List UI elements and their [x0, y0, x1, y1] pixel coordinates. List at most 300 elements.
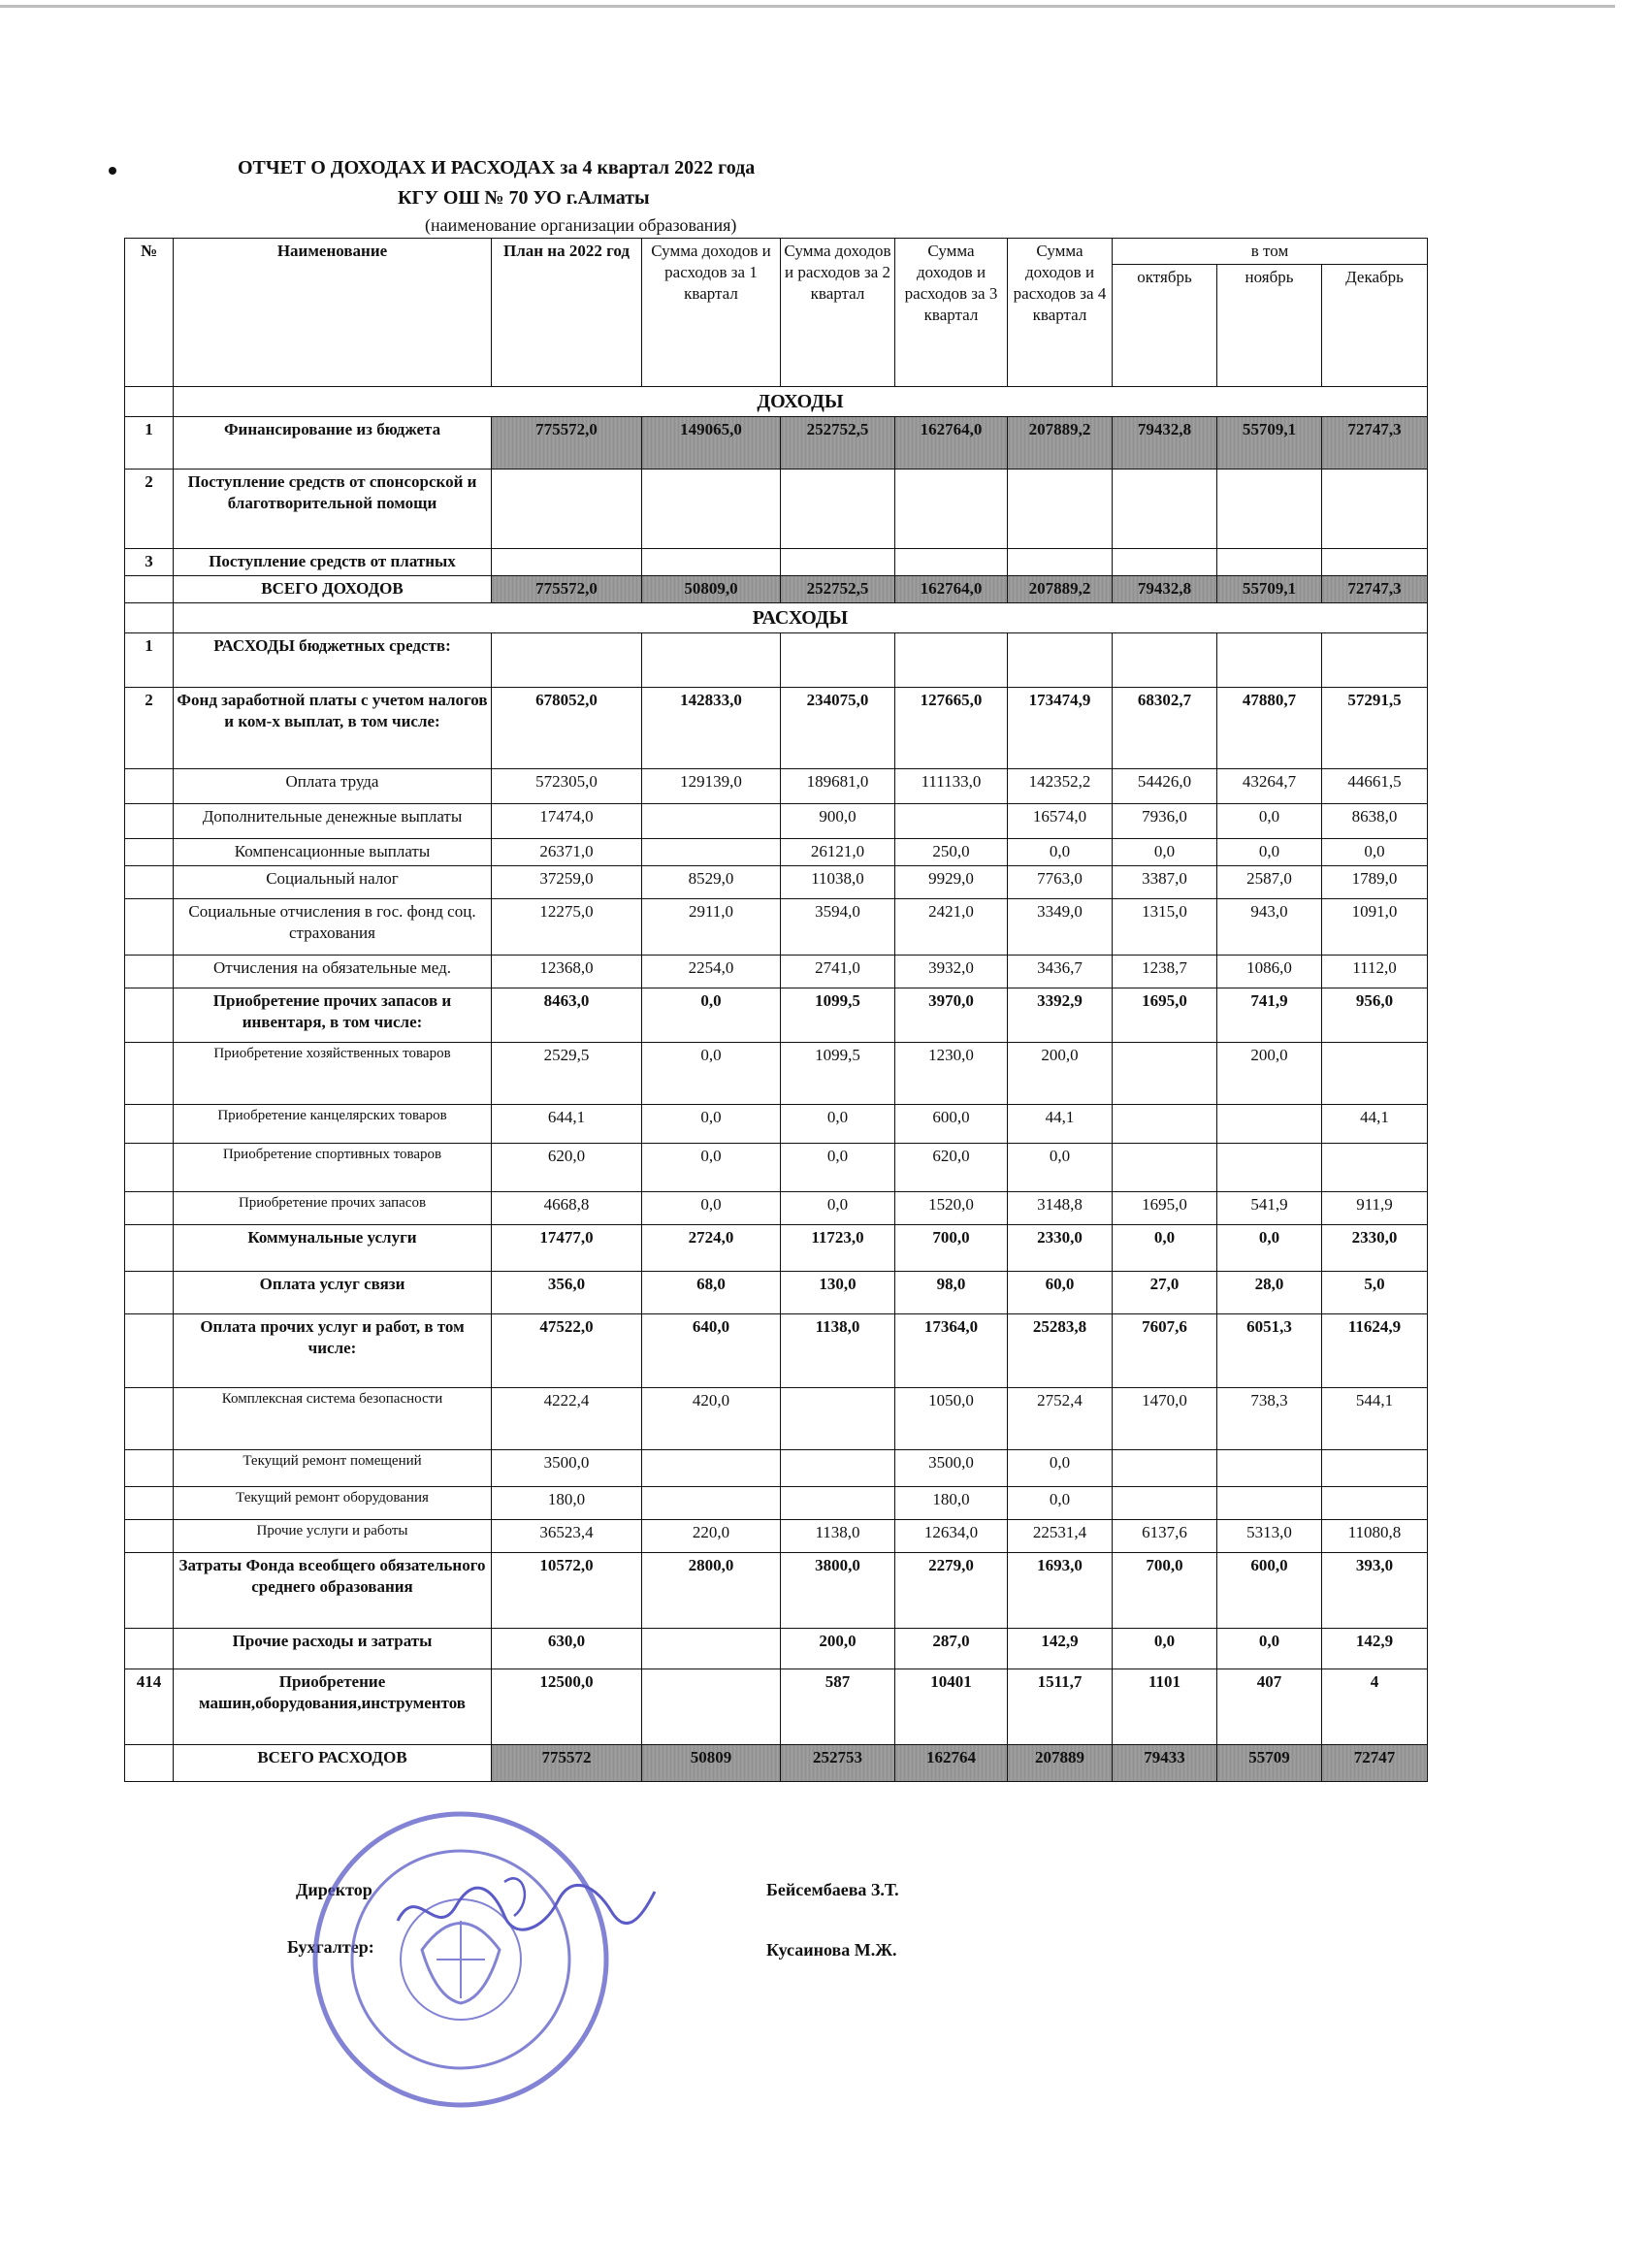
cell-m1 [1113, 1487, 1217, 1520]
cell-plan [492, 549, 642, 576]
cell-m2: 541,9 [1217, 1192, 1322, 1225]
table-row [125, 866, 1428, 899]
cell-no [125, 1192, 174, 1225]
cell-no [125, 1144, 174, 1192]
cell-m2: 738,3 [1217, 1388, 1322, 1450]
cell-m2: 600,0 [1217, 1553, 1322, 1629]
cell-q2: 3594,0 [781, 899, 895, 956]
cell-no [125, 956, 174, 988]
col-plan: План на 2022 год [492, 239, 642, 387]
cell-q3: 12634,0 [895, 1520, 1008, 1553]
cell-name: Приобретение хозяйственных товаров [174, 1043, 492, 1105]
col-month-november: ноябрь [1217, 265, 1322, 387]
table-row [125, 1553, 1428, 1629]
organization-name: КГУ ОШ № 70 УО г.Алматы [398, 187, 650, 209]
col-q4: Сумма доходов и расходов за 4 квартал [1008, 239, 1113, 387]
cell-m1 [1113, 633, 1217, 688]
cell-no [125, 1629, 174, 1669]
expense-rows [125, 633, 1428, 1782]
cell-plan: 4222,4 [492, 1388, 642, 1450]
cell-m1: 700,0 [1113, 1553, 1217, 1629]
cell-q4: 207889,2 [1008, 417, 1113, 470]
cell-name: Прочие расходы и затраты [174, 1629, 492, 1669]
cell-m3 [1322, 633, 1428, 688]
cell-q4: 173474,9 [1008, 688, 1113, 769]
cell-m1 [1113, 1105, 1217, 1144]
cell-q3: 162764 [895, 1745, 1008, 1782]
cell-q2: 1138,0 [781, 1314, 895, 1388]
cell-m1: 1238,7 [1113, 956, 1217, 988]
cell-name: РАСХОДЫ бюджетных средств: [174, 633, 492, 688]
cell-q2: 189681,0 [781, 769, 895, 804]
cell-q4: 25283,8 [1008, 1314, 1113, 1388]
cell-no: 2 [125, 470, 174, 549]
cell-q2: 252753 [781, 1745, 895, 1782]
cell-q1 [642, 549, 781, 576]
cell-no: 1 [125, 417, 174, 470]
official-stamp-icon [301, 1804, 621, 2115]
cell-q4: 207889,2 [1008, 576, 1113, 603]
cell-q1: 0,0 [642, 1144, 781, 1192]
cell-q1: 2800,0 [642, 1553, 781, 1629]
cell-q4: 207889 [1008, 1745, 1113, 1782]
cell-q4: 0,0 [1008, 839, 1113, 866]
cell-m3: 1789,0 [1322, 866, 1428, 899]
cell-q3: 162764,0 [895, 576, 1008, 603]
cell-name: Социальные отчисления в гос. фонд соц. страхования [174, 899, 492, 956]
cell-q2 [781, 1388, 895, 1450]
cell-name: Социальный налог [174, 866, 492, 899]
cell-m3: 72747,3 [1322, 576, 1428, 603]
cell-m2: 943,0 [1217, 899, 1322, 956]
accountant-label: Бухгалтер: [287, 1937, 374, 1957]
cell-q2: 0,0 [781, 1105, 895, 1144]
table-row [125, 804, 1428, 839]
cell-q1: 2724,0 [642, 1225, 781, 1272]
cell-m3 [1322, 1043, 1428, 1105]
cell-q2: 1138,0 [781, 1520, 895, 1553]
cell-q4: 142352,2 [1008, 769, 1113, 804]
cell-q4 [1008, 633, 1113, 688]
cell-q3: 127665,0 [895, 688, 1008, 769]
cell-m1: 1695,0 [1113, 988, 1217, 1043]
cell-no [125, 1553, 174, 1629]
cell-m1: 79432,8 [1113, 576, 1217, 603]
col-month-october: октябрь [1113, 265, 1217, 387]
cell-q3: 1520,0 [895, 1192, 1008, 1225]
cell-m1: 79432,8 [1113, 417, 1217, 470]
cell-plan: 572305,0 [492, 769, 642, 804]
cell-m1: 27,0 [1113, 1272, 1217, 1314]
cell-name: ВСЕГО РАСХОДОВ [174, 1745, 492, 1782]
cell-plan [492, 470, 642, 549]
cell-m2: 1086,0 [1217, 956, 1322, 988]
cell-m1 [1113, 1450, 1217, 1487]
cell-m2 [1217, 470, 1322, 549]
table-row [125, 1388, 1428, 1450]
cell-m1: 54426,0 [1113, 769, 1217, 804]
cell-plan: 8463,0 [492, 988, 642, 1043]
cell-m2: 55709,1 [1217, 576, 1322, 603]
table-row [125, 1487, 1428, 1520]
cell-q3: 3970,0 [895, 988, 1008, 1043]
table-row [125, 1669, 1428, 1745]
cell-name: Коммунальные услуги [174, 1225, 492, 1272]
director-name: Бейсембаева З.Т. [766, 1880, 899, 1899]
cell-plan: 37259,0 [492, 866, 642, 899]
cell-m3: 544,1 [1322, 1388, 1428, 1450]
cell-q1 [642, 1450, 781, 1487]
cell-q4: 22531,4 [1008, 1520, 1113, 1553]
cell-q1 [642, 804, 781, 839]
cell-q4: 60,0 [1008, 1272, 1113, 1314]
cell-m3 [1322, 549, 1428, 576]
cell-q4: 1511,7 [1008, 1669, 1113, 1745]
organization-caption: (наименование организации образования) [425, 215, 737, 235]
income-rows [125, 417, 1428, 603]
cell-plan: 10572,0 [492, 1553, 642, 1629]
cell-m2: 200,0 [1217, 1043, 1322, 1105]
cell-m3 [1322, 470, 1428, 549]
cell-m2 [1217, 1144, 1322, 1192]
cell-q3: 250,0 [895, 839, 1008, 866]
section-expenses: РАСХОДЫ [174, 603, 1428, 633]
cell-q1 [642, 1487, 781, 1520]
report-title: ОТЧЕТ О ДОХОДАХ И РАСХОДАХ за 4 квартал 2022 года [238, 157, 756, 178]
cell-q4: 3392,9 [1008, 988, 1113, 1043]
cell-no [125, 1314, 174, 1388]
cell-q2: 900,0 [781, 804, 895, 839]
cell-m3: 57291,5 [1322, 688, 1428, 769]
cell-m1: 7936,0 [1113, 804, 1217, 839]
cell-q3 [895, 804, 1008, 839]
cell-q3 [895, 549, 1008, 576]
cell-q4: 0,0 [1008, 1487, 1113, 1520]
cell-q1: 2254,0 [642, 956, 781, 988]
cell-plan: 36523,4 [492, 1520, 642, 1553]
cell-q3: 162764,0 [895, 417, 1008, 470]
cell-name: Фонд заработной платы с учетом налогов и ком-х выплат, в том числе: [174, 688, 492, 769]
cell-m3: 956,0 [1322, 988, 1428, 1043]
cell-q1 [642, 470, 781, 549]
cell-m3: 11080,8 [1322, 1520, 1428, 1553]
cell-q1: 129139,0 [642, 769, 781, 804]
table-row [125, 988, 1428, 1043]
cell-q3: 1230,0 [895, 1043, 1008, 1105]
cell-name: Приобретение прочих запасов [174, 1192, 492, 1225]
cell-no [125, 1225, 174, 1272]
cell-m3: 1091,0 [1322, 899, 1428, 956]
cell-m3: 72747 [1322, 1745, 1428, 1782]
accountant-name: Кусаинова М.Ж. [766, 1940, 897, 1960]
cell-q4: 200,0 [1008, 1043, 1113, 1105]
cell-m2 [1217, 1105, 1322, 1144]
cell-no [125, 1388, 174, 1450]
cell-m2: 2587,0 [1217, 866, 1322, 899]
cell-q4: 0,0 [1008, 1144, 1113, 1192]
cell-plan: 4668,8 [492, 1192, 642, 1225]
cell-q3: 3932,0 [895, 956, 1008, 988]
cell-name: Комплексная система безопасности [174, 1388, 492, 1450]
cell-name: Поступление средств от спонсорской и благотворительной помощи [174, 470, 492, 549]
col-month-december: Декабрь [1322, 265, 1428, 387]
cell-q2: 1099,5 [781, 988, 895, 1043]
cell-plan: 775572,0 [492, 417, 642, 470]
cell-plan: 12500,0 [492, 1669, 642, 1745]
cell-name: Поступление средств от платных [174, 549, 492, 576]
cell-plan: 17477,0 [492, 1225, 642, 1272]
cell-q3: 111133,0 [895, 769, 1008, 804]
table-row [125, 633, 1428, 688]
cell-q2 [781, 1450, 895, 1487]
cell-name: Приобретение машин,оборудования,инструментов [174, 1669, 492, 1745]
cell-name: Финансирование из бюджета [174, 417, 492, 470]
cell-m2: 6051,3 [1217, 1314, 1322, 1388]
cell-plan: 644,1 [492, 1105, 642, 1144]
cell-plan: 180,0 [492, 1487, 642, 1520]
cell-m1: 1315,0 [1113, 899, 1217, 956]
cell-q2 [781, 633, 895, 688]
table-row [125, 1105, 1428, 1144]
cell-q4: 0,0 [1008, 1450, 1113, 1487]
cell-m2: 741,9 [1217, 988, 1322, 1043]
cell-q1: 50809 [642, 1745, 781, 1782]
cell-name: Компенсационные выплаты [174, 839, 492, 866]
table-row [125, 1144, 1428, 1192]
cell-m2: 43264,7 [1217, 769, 1322, 804]
cell-q2: 0,0 [781, 1144, 895, 1192]
cell-plan: 17474,0 [492, 804, 642, 839]
cell-q4: 3349,0 [1008, 899, 1113, 956]
cell-q2: 0,0 [781, 1192, 895, 1225]
cell-m2: 0,0 [1217, 1225, 1322, 1272]
cell-q2: 234075,0 [781, 688, 895, 769]
cell-q1: 640,0 [642, 1314, 781, 1388]
cell-q1: 0,0 [642, 1192, 781, 1225]
cell-q1: 68,0 [642, 1272, 781, 1314]
table-row [125, 1043, 1428, 1105]
cell-m3: 5,0 [1322, 1272, 1428, 1314]
cell-q3: 17364,0 [895, 1314, 1008, 1388]
table-row [125, 1314, 1428, 1388]
cell-q3: 700,0 [895, 1225, 1008, 1272]
cell-q1: 0,0 [642, 1043, 781, 1105]
cell-name: Приобретение прочих запасов и инвентаря, в том числе: [174, 988, 492, 1043]
cell-m3: 72747,3 [1322, 417, 1428, 470]
cell-m2 [1217, 633, 1322, 688]
cell-q4: 142,9 [1008, 1629, 1113, 1669]
cell-no [125, 1105, 174, 1144]
cell-m2: 0,0 [1217, 804, 1322, 839]
table-row [125, 1192, 1428, 1225]
cell-m1: 0,0 [1113, 1225, 1217, 1272]
cell-m1: 68302,7 [1113, 688, 1217, 769]
cell-q2: 587 [781, 1669, 895, 1745]
cell-m1 [1113, 1043, 1217, 1105]
cell-m2: 5313,0 [1217, 1520, 1322, 1553]
bullet-mark [109, 167, 116, 175]
report-table [124, 238, 1428, 1782]
table-row [125, 576, 1428, 603]
cell-name: Дополнительные денежные выплаты [174, 804, 492, 839]
cell-no [125, 1272, 174, 1314]
cell-m3: 4 [1322, 1669, 1428, 1745]
cell-q4 [1008, 549, 1113, 576]
cell-q3: 2421,0 [895, 899, 1008, 956]
cell-m1 [1113, 549, 1217, 576]
cell-plan [492, 633, 642, 688]
cell-name: Затраты Фонда всеобщего обязательного среднего образования [174, 1553, 492, 1629]
cell-q1: 8529,0 [642, 866, 781, 899]
cell-m1: 1470,0 [1113, 1388, 1217, 1450]
cell-q3 [895, 470, 1008, 549]
cell-q4 [1008, 470, 1113, 549]
table-row [125, 1520, 1428, 1553]
cell-q2: 3800,0 [781, 1553, 895, 1629]
col-q1: Сумма доходов и расходов за 1 квартал [642, 239, 781, 387]
cell-q3: 10401 [895, 1669, 1008, 1745]
table-row [125, 417, 1428, 470]
table-row [125, 769, 1428, 804]
table-row [125, 470, 1428, 549]
cell-q1: 2911,0 [642, 899, 781, 956]
cell-plan: 12275,0 [492, 899, 642, 956]
cell-m2 [1217, 549, 1322, 576]
cell-q3: 98,0 [895, 1272, 1008, 1314]
cell-no [125, 1745, 174, 1782]
cell-m2: 407 [1217, 1669, 1322, 1745]
cell-no [125, 1450, 174, 1487]
cell-no: 3 [125, 549, 174, 576]
section-income: ДОХОДЫ [174, 387, 1428, 417]
cell-q1: 50809,0 [642, 576, 781, 603]
cell-q3: 600,0 [895, 1105, 1008, 1144]
cell-no [125, 866, 174, 899]
cell-no: 2 [125, 688, 174, 769]
cell-m2 [1217, 1487, 1322, 1520]
cell-q3: 9929,0 [895, 866, 1008, 899]
cell-q2: 252752,5 [781, 576, 895, 603]
cell-q2 [781, 1487, 895, 1520]
cell-m3: 2330,0 [1322, 1225, 1428, 1272]
cell-m1 [1113, 470, 1217, 549]
cell-no [125, 1043, 174, 1105]
cell-q4: 2330,0 [1008, 1225, 1113, 1272]
cell-m1: 1695,0 [1113, 1192, 1217, 1225]
cell-name: Отчисления на обязательные мед. [174, 956, 492, 988]
cell-q2 [781, 470, 895, 549]
cell-m3 [1322, 1144, 1428, 1192]
cell-m1: 1101 [1113, 1669, 1217, 1745]
cell-q2: 11723,0 [781, 1225, 895, 1272]
table-row [125, 1629, 1428, 1669]
cell-no [125, 769, 174, 804]
table-row [125, 956, 1428, 988]
cell-m3: 911,9 [1322, 1192, 1428, 1225]
cell-q3: 180,0 [895, 1487, 1008, 1520]
cell-plan: 620,0 [492, 1144, 642, 1192]
handwritten-signature-icon [388, 1863, 660, 1950]
cell-m2: 55709,1 [1217, 417, 1322, 470]
col-in-that: в том [1113, 239, 1428, 265]
cell-m1: 0,0 [1113, 839, 1217, 866]
cell-no [125, 1487, 174, 1520]
cell-m2: 55709 [1217, 1745, 1322, 1782]
scan-top-edge [0, 5, 1615, 8]
cell-q1 [642, 1629, 781, 1669]
cell-plan: 356,0 [492, 1272, 642, 1314]
cell-q3 [895, 633, 1008, 688]
cell-q2: 252752,5 [781, 417, 895, 470]
cell-q4: 1693,0 [1008, 1553, 1113, 1629]
cell-no [125, 839, 174, 866]
cell-m1: 0,0 [1113, 1629, 1217, 1669]
cell-q3: 2279,0 [895, 1553, 1008, 1629]
cell-plan: 12368,0 [492, 956, 642, 988]
cell-m2: 0,0 [1217, 1629, 1322, 1669]
cell-m3: 1112,0 [1322, 956, 1428, 988]
cell-q4: 2752,4 [1008, 1388, 1113, 1450]
cell-m1: 79433 [1113, 1745, 1217, 1782]
cell-no [125, 576, 174, 603]
cell-name: ВСЕГО ДОХОДОВ [174, 576, 492, 603]
cell-name: Приобретение канцелярских товаров [174, 1105, 492, 1144]
cell-m2: 28,0 [1217, 1272, 1322, 1314]
cell-q1: 220,0 [642, 1520, 781, 1553]
cell-q3: 287,0 [895, 1629, 1008, 1669]
cell-m1 [1113, 1144, 1217, 1192]
col-name: Наименование [174, 239, 492, 387]
cell-m3: 8638,0 [1322, 804, 1428, 839]
cell-plan: 678052,0 [492, 688, 642, 769]
cell-m2: 47880,7 [1217, 688, 1322, 769]
col-no: № [125, 239, 174, 387]
cell-name: Текущий ремонт помещений [174, 1450, 492, 1487]
cell-m3 [1322, 1450, 1428, 1487]
cell-q2: 130,0 [781, 1272, 895, 1314]
cell-q1: 0,0 [642, 1105, 781, 1144]
table-row [125, 688, 1428, 769]
cell-q2: 11038,0 [781, 866, 895, 899]
cell-m3 [1322, 1487, 1428, 1520]
cell-q4: 16574,0 [1008, 804, 1113, 839]
cell-plan: 26371,0 [492, 839, 642, 866]
cell-q1 [642, 839, 781, 866]
cell-q2: 2741,0 [781, 956, 895, 988]
cell-plan: 3500,0 [492, 1450, 642, 1487]
col-q2: Сумма доходов и расходов за 2 квартал [781, 239, 895, 387]
cell-plan: 47522,0 [492, 1314, 642, 1388]
cell-q1: 420,0 [642, 1388, 781, 1450]
cell-m2: 0,0 [1217, 839, 1322, 866]
cell-no [125, 899, 174, 956]
cell-q4: 3436,7 [1008, 956, 1113, 988]
cell-name: Оплата прочих услуг и работ, в том числе: [174, 1314, 492, 1388]
cell-q2: 200,0 [781, 1629, 895, 1669]
cell-m1: 3387,0 [1113, 866, 1217, 899]
cell-name: Оплата труда [174, 769, 492, 804]
cell-m2 [1217, 1450, 1322, 1487]
cell-m3: 44661,5 [1322, 769, 1428, 804]
table-row [125, 1272, 1428, 1314]
table-row [125, 549, 1428, 576]
cell-m3: 142,9 [1322, 1629, 1428, 1669]
cell-plan: 630,0 [492, 1629, 642, 1669]
cell-name: Приобретение спортивных товаров [174, 1144, 492, 1192]
cell-q1: 142833,0 [642, 688, 781, 769]
cell-q3: 1050,0 [895, 1388, 1008, 1450]
cell-q1: 149065,0 [642, 417, 781, 470]
